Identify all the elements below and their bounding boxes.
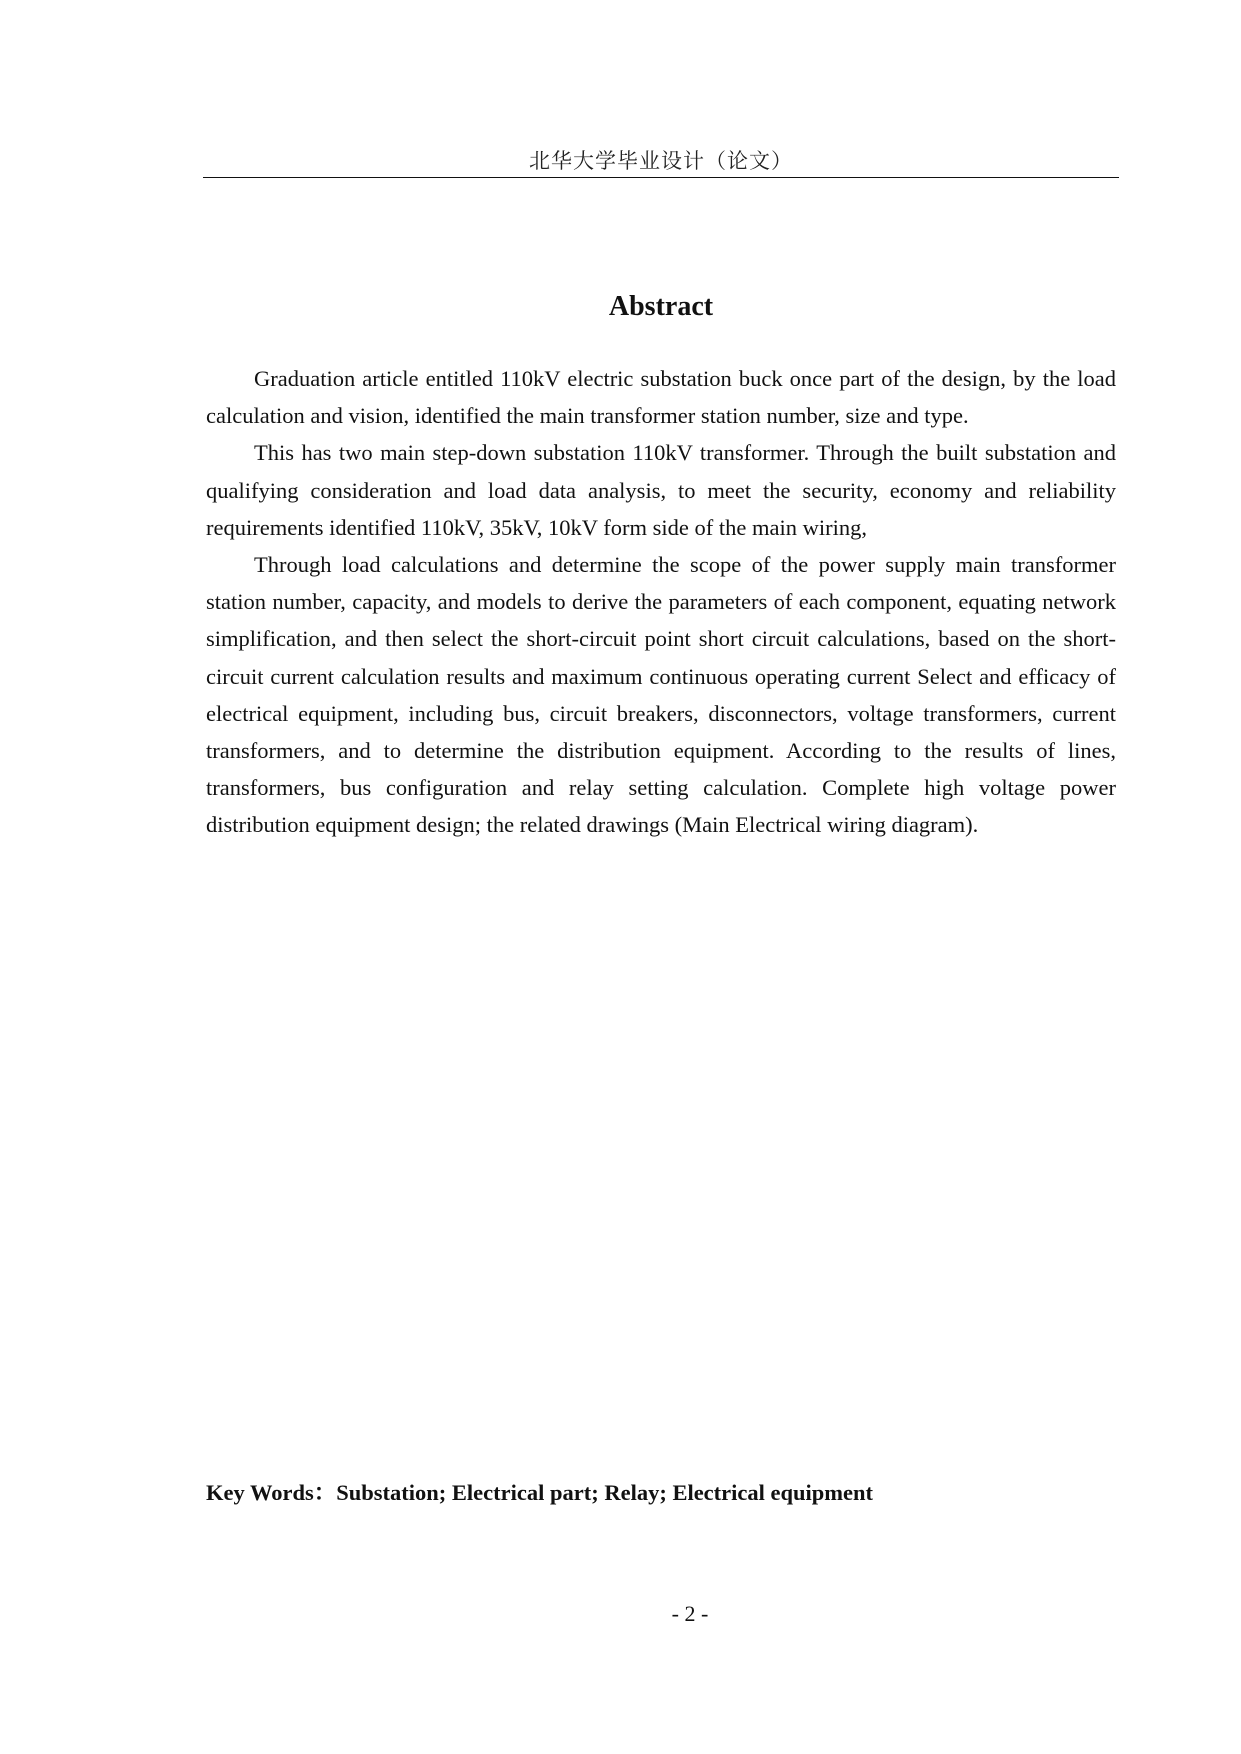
header-divider: [203, 177, 1119, 178]
abstract-paragraph-3: Through load calculations and determine the scope of the power supply main transformer station number, capacity, and models to derive the parameters of each component, equating network simplification, and then select the short-circuit point short circuit calculations, based on the short-circuit current calculation results and maximum continuous operating current Select and efficacy of electrical equipment, including bus, circuit breakers, disconnectors, voltage transformers, current transformers, and to determine the distribution equipment. According to the results of lines, transformers, bus configuration and relay setting calculation. Complete high voltage power distribution equipment design; the related drawings (Main Electrical wiring diagram).: [206, 552, 1116, 838]
keywords-line: [206, 1478, 1116, 1508]
abstract-body: [206, 360, 1116, 844]
keywords-list: Substation; Electrical part; Relay; Electrical equipment: [336, 1480, 874, 1505]
abstract-paragraph-1: Graduation article entitled 110kV electric substation buck once part of the design, by the load calculation and vision, identified the main transformer station number, size and type.: [206, 366, 1116, 429]
abstract-title: Abstract: [608, 291, 714, 322]
abstract-paragraph-2: This has two main step-down substation 110kV transformer. Through the built substation and qualifying consideration and load data analysis, to meet the security, economy and reliability requirements identified 110kV, 35kV, 10kV form side of the main wiring,: [206, 440, 1116, 540]
keywords-label: Key Words：: [206, 1480, 337, 1505]
page-number: - 2 -: [671, 1601, 709, 1626]
running-header: 北华大学毕业设计（论文）: [529, 149, 793, 173]
